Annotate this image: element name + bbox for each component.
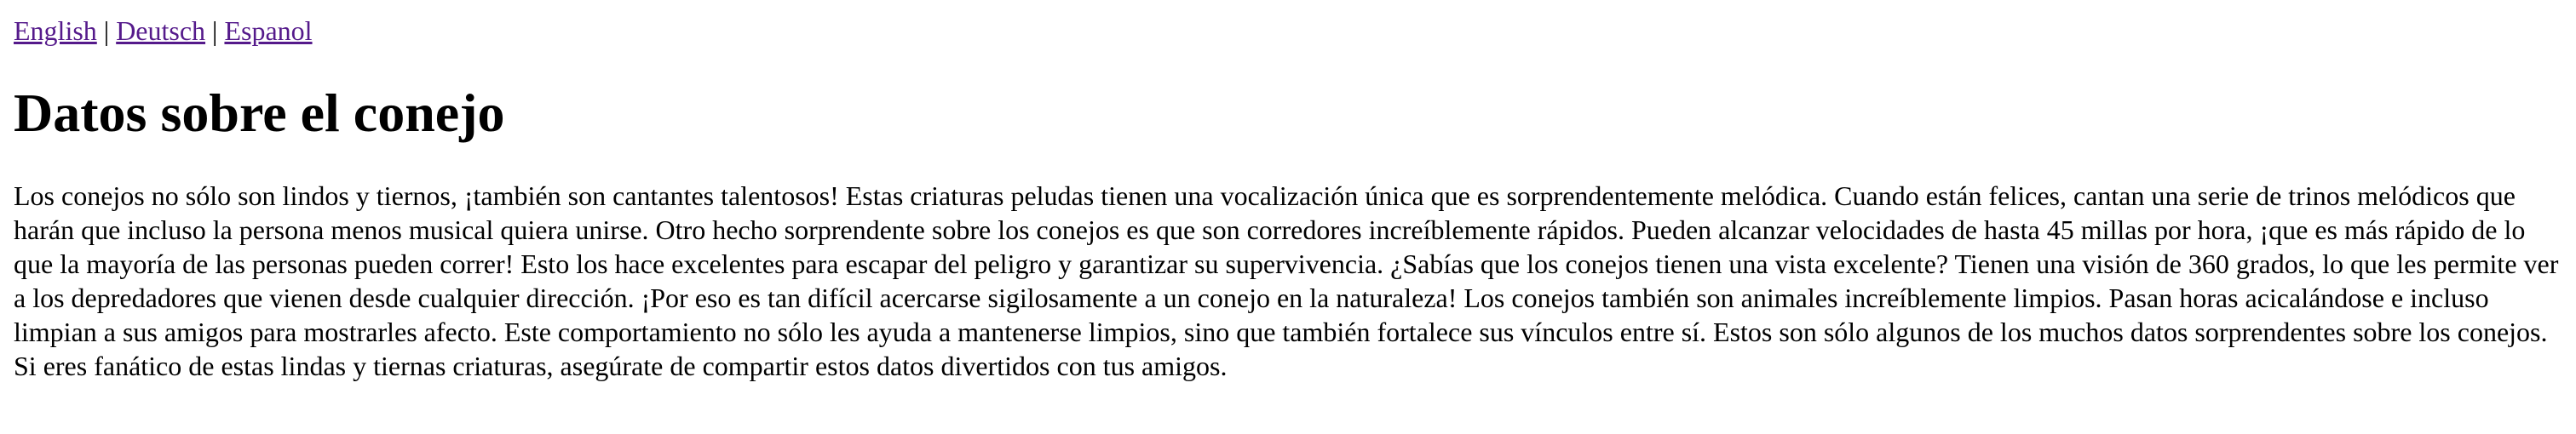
article-paragraph: Los conejos no sólo son lindos y tiernos, ¡también son cantantes talentosos! Estas criaturas peludas tienen una vocalización única que es sorprendentemente melódica. Cuando están felices, cantan una serie de trinos melódicos que harán que incluso la persona menos musical quiera unirse. Otro hecho sorprendente sobre los conejos es que son corredores increíblemente rápidos. Pueden alcanzar velocidades de hasta 45 millas por hora, ¡que es más rápido de lo que la mayoría de las personas pueden correr! Esto los hace excelentes para escapar del peligro y garantizar su supervivencia. ¿Sabías que los conejos tienen una vista excelente? Tienen una visión de 360 grados, lo que les permite ver a los depredadores que vienen desde cualquier dirección. ¡Por eso es tan difícil acercarse sigilosamente a un conejo en la naturaleza! Los conejos también son animales increíblemente limpios. Pasan horas acicalándose e incluso limpian a sus amigos para mostrarles afecto. Este comportamiento no sólo les ayuda a mantenerse limpios, sino que también fortalece sus vínculos entre sí. Estos son sólo algunos de los muchos datos sorprendentes sobre los conejos. Si eres fanático de estas lindas y tiernas criaturas, asegúrate de compartir estos datos divertidos con tus amigos. xyxy=(14,180,2559,382)
language-nav xyxy=(14,14,2562,48)
language-link-deutsch[interactable]: Deutsch xyxy=(116,15,206,46)
language-link-english[interactable]: English xyxy=(14,15,97,46)
language-link-espanol[interactable]: Espanol xyxy=(224,15,313,46)
separator: | xyxy=(212,15,218,46)
page-title: Datos sobre el conejo xyxy=(14,83,505,143)
separator: | xyxy=(103,15,110,46)
